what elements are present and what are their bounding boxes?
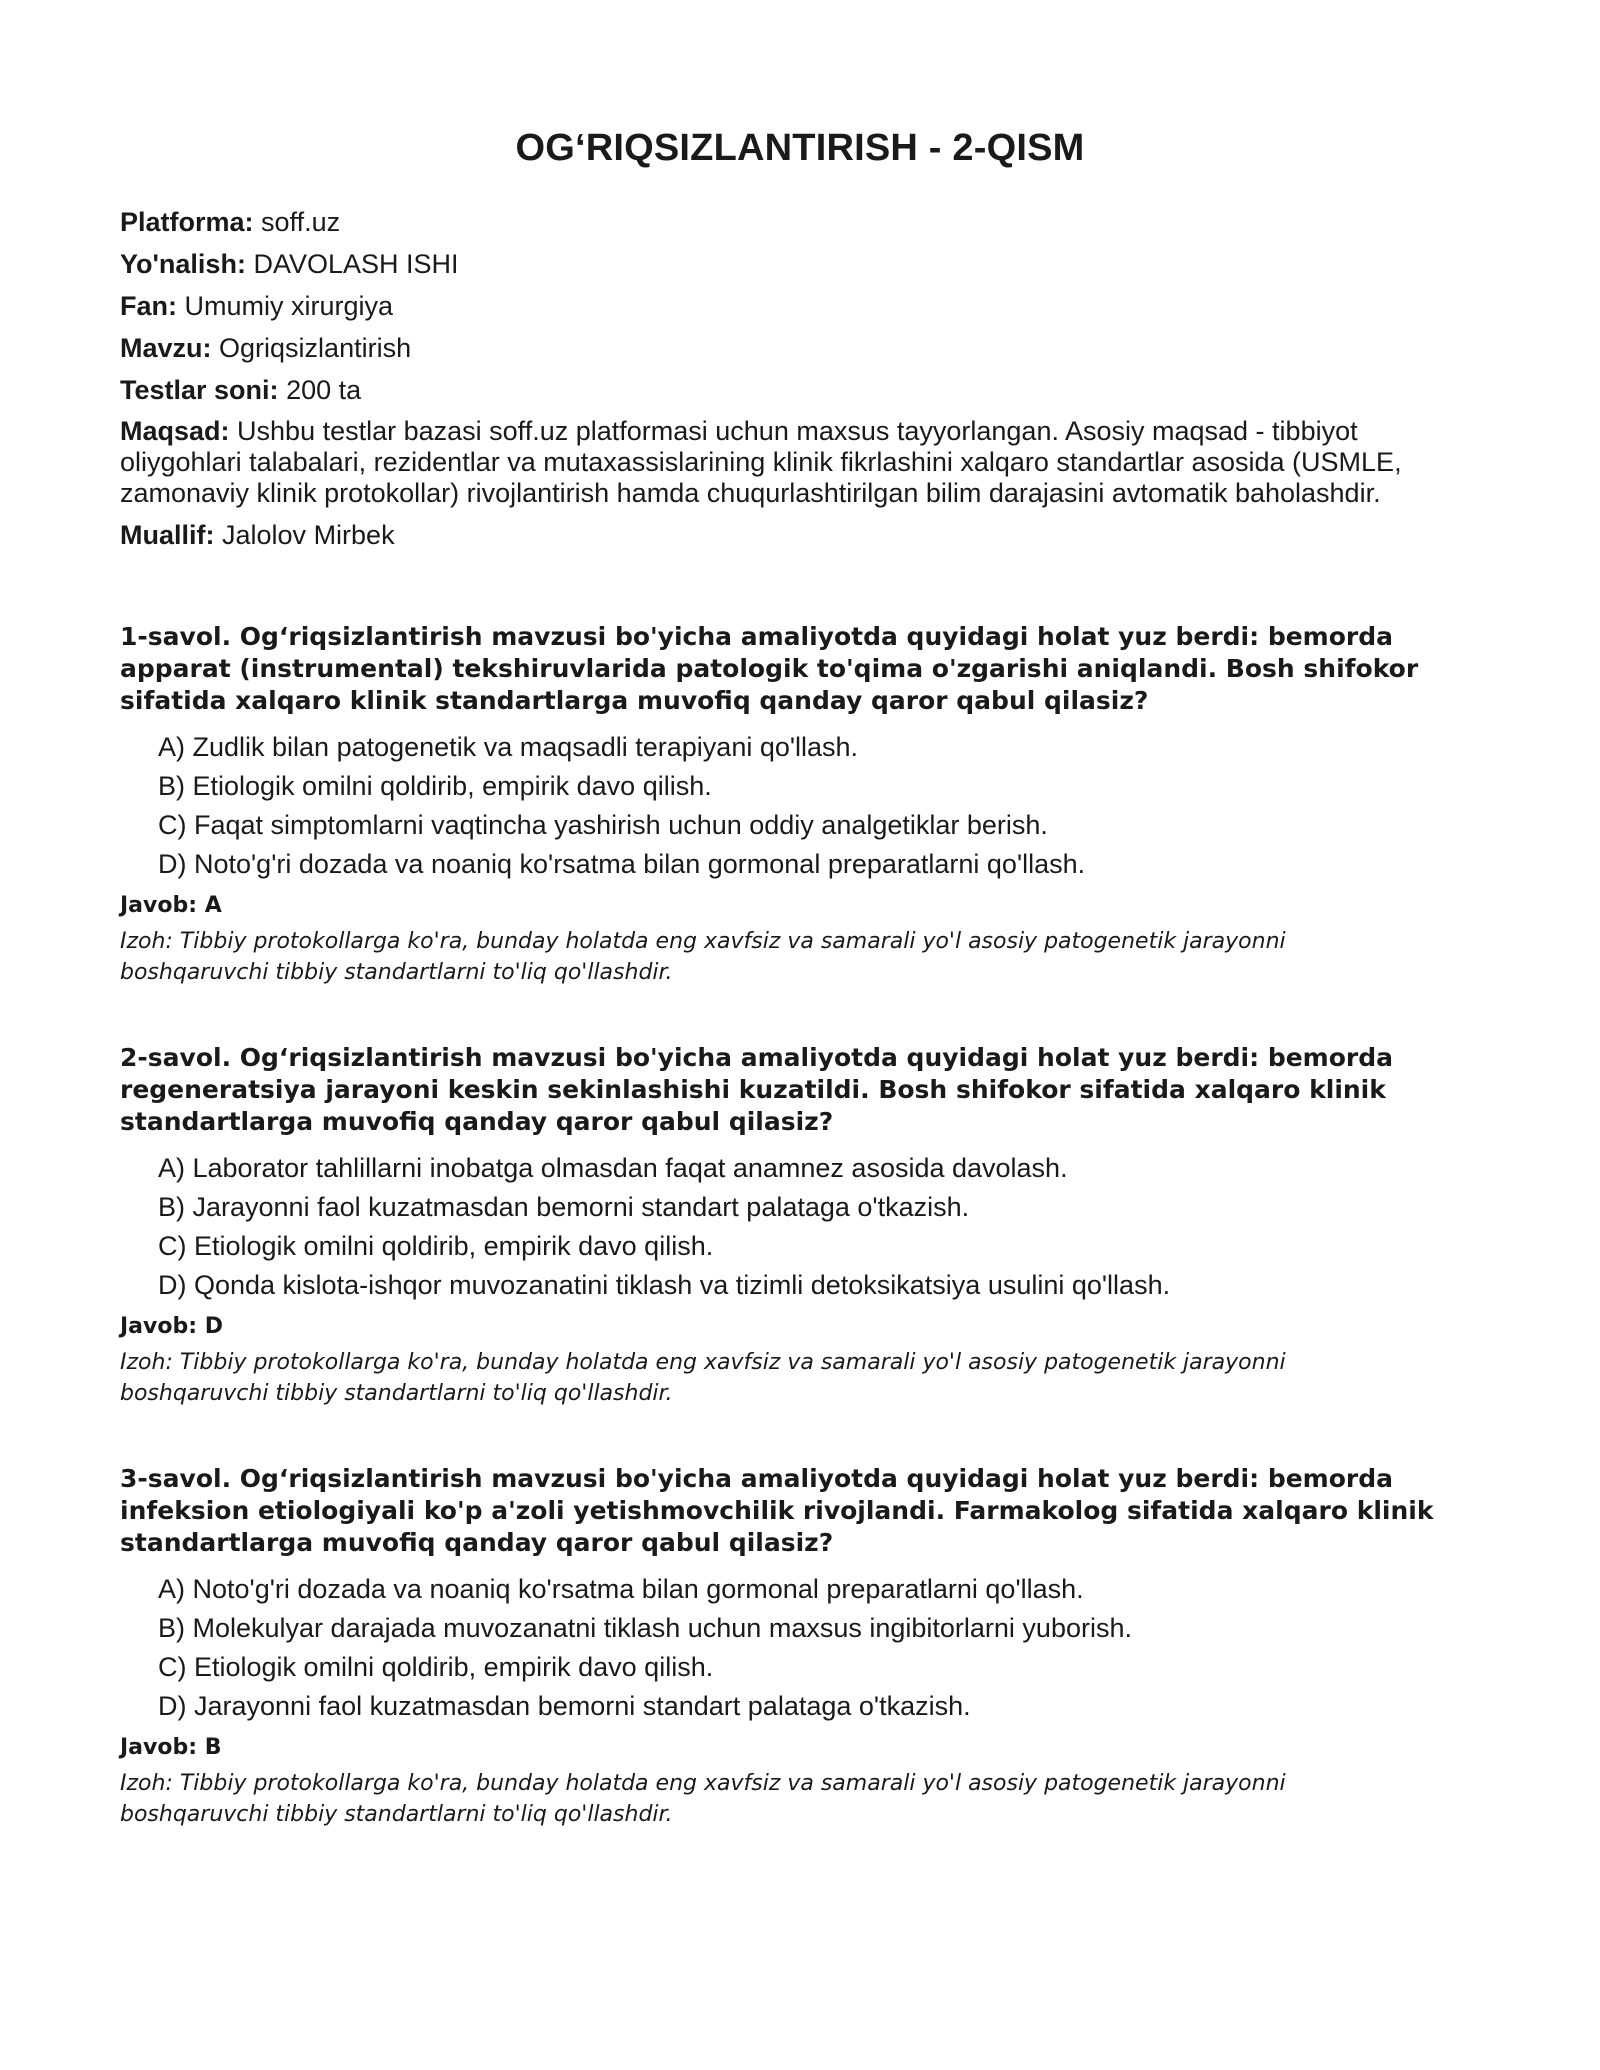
option-a: A) Laborator tahlillarni inobatga olmasdan faqat anamnez asosida davolash. bbox=[158, 1153, 1068, 1183]
answer-explanation: Izoh: Tibbiy protokollarga ko'ra, bunday holatda eng xavfsiz va samarali yo'l asosiy patogenetik jarayonni boshqaruvchi tibbiy standartlarni to'liq qo'llashdir. bbox=[120, 1771, 1286, 1827]
meta-key: Muallif: bbox=[120, 520, 215, 550]
meta-test-count bbox=[120, 374, 1480, 406]
meta-key: Platforma: bbox=[120, 207, 254, 237]
answer-options bbox=[120, 1573, 1480, 1722]
option-c: C) Etiologik omilni qoldirib, empirik davo qilish. bbox=[158, 1231, 714, 1261]
question-text: 2-savol. Og‘riqsizlantirish mavzusi bo'yicha amaliyotda quyidagi holat yuz berdi: bemorda regeneratsiya jarayoni keskin sekinlashishi kuzatildi. Bosh shifokor sifatida xalqaro klinik standartlarga muvofiq qanday qaror qabul qilasiz? bbox=[120, 1043, 1393, 1136]
meta-value: Ushbu testlar bazasi soff.uz platformasi uchun maxsus tayyorlangan. Asosiy maqsad - tibbiyot oliygohlari talabalari, rezidentlar va mutaxassislarining klinik fikrlashini xalqaro standartlar asosida (USMLE, zamonaviy klinik protokollar) rivojlantirish hamda chuqurlashtirilgan bilim darajasini avtomatik baholashdir. bbox=[120, 416, 1402, 508]
meta-topic bbox=[120, 332, 1480, 364]
correct-answer: Javob: D bbox=[120, 1314, 223, 1339]
option-d: D) Noto'g'ri dozada va noaniq ko'rsatma bilan gormonal preparatlarni qo'llash. bbox=[158, 849, 1086, 879]
document-page bbox=[120, 0, 1480, 1884]
question-list bbox=[120, 621, 1480, 1830]
meta-value: Jalolov Mirbek bbox=[222, 520, 395, 550]
meta-platform bbox=[120, 206, 1480, 238]
question-text: 1-savol. Og‘riqsizlantirish mavzusi bo'yicha amaliyotda quyidagi holat yuz berdi: bemorda apparat (instrumental) tekshiruvlarida patologik to'qima o'zgarishi aniqlandi. Bosh shifokor sifatida xalqaro klinik standartlarga muvofiq qanday qaror qabul qilasiz? bbox=[120, 622, 1419, 715]
meta-value: 200 ta bbox=[286, 375, 362, 405]
option-c: C) Etiologik omilni qoldirib, empirik davo qilish. bbox=[158, 1652, 714, 1682]
meta-value: Umumiy xirurgiya bbox=[184, 291, 394, 321]
meta-key: Maqsad: bbox=[120, 416, 230, 446]
answer-options bbox=[120, 731, 1480, 880]
option-d: D) Jarayonni faol kuzatmasdan bemorni standart palataga o'tkazish. bbox=[158, 1691, 971, 1721]
meta-value: soff.uz bbox=[261, 207, 341, 237]
meta-purpose bbox=[120, 416, 1480, 509]
metadata-block bbox=[120, 206, 1480, 551]
option-b: B) Molekulyar darajada muvozanatni tiklash uchun maxsus ingibitorlarni yuborish. bbox=[158, 1613, 1132, 1643]
question-item bbox=[120, 621, 1480, 988]
meta-key: Testlar soni: bbox=[120, 375, 279, 405]
option-c: C) Faqat simptomlarni vaqtincha yashirish uchun oddiy analgetiklar berish. bbox=[158, 810, 1048, 840]
page-title: OG‘RIQSIZLANTIRISH - 2-QISM bbox=[515, 127, 1085, 169]
question-text: 3-savol. Og‘riqsizlantirish mavzusi bo'yicha amaliyotda quyidagi holat yuz berdi: bemorda infeksion etiologiyali ko'p a'zoli yetishmovchilik rivojlandi. Farmakolog sifatida xalqaro klinik standartlarga muvofiq qanday qaror qabul qilasiz? bbox=[120, 1464, 1434, 1557]
option-a: A) Zudlik bilan patogenetik va maqsadli terapiyani qo'llash. bbox=[158, 732, 859, 762]
meta-key: Yo'nalish: bbox=[120, 249, 246, 279]
question-item bbox=[120, 1042, 1480, 1409]
option-b: B) Etiologik omilni qoldirib, empirik davo qilish. bbox=[158, 771, 712, 801]
meta-direction bbox=[120, 248, 1480, 280]
option-a: A) Noto'g'ri dozada va noaniq ko'rsatma bilan gormonal preparatlarni qo'llash. bbox=[158, 1574, 1084, 1604]
meta-value: DAVOLASH ISHI bbox=[253, 249, 459, 279]
option-d: D) Qonda kislota-ishqor muvozanatini tiklash va tizimli detoksikatsiya usulini qo'llash. bbox=[158, 1270, 1171, 1300]
answer-explanation: Izoh: Tibbiy protokollarga ko'ra, bunday holatda eng xavfsiz va samarali yo'l asosiy patogenetik jarayonni boshqaruvchi tibbiy standartlarni to'liq qo'llashdir. bbox=[120, 929, 1286, 985]
answer-options bbox=[120, 1152, 1480, 1301]
meta-key: Mavzu: bbox=[120, 333, 212, 363]
option-b: B) Jarayonni faol kuzatmasdan bemorni standart palataga o'tkazish. bbox=[158, 1192, 970, 1222]
correct-answer: Javob: B bbox=[120, 1735, 222, 1760]
correct-answer: Javob: A bbox=[120, 893, 222, 918]
answer-explanation: Izoh: Tibbiy protokollarga ko'ra, bunday holatda eng xavfsiz va samarali yo'l asosiy patogenetik jarayonni boshqaruvchi tibbiy standartlarni to'liq qo'llashdir. bbox=[120, 1350, 1286, 1406]
meta-subject bbox=[120, 290, 1480, 322]
meta-author bbox=[120, 519, 1480, 551]
question-item bbox=[120, 1463, 1480, 1830]
meta-key: Fan: bbox=[120, 291, 177, 321]
meta-value: Ogriqsizlantirish bbox=[219, 333, 412, 363]
